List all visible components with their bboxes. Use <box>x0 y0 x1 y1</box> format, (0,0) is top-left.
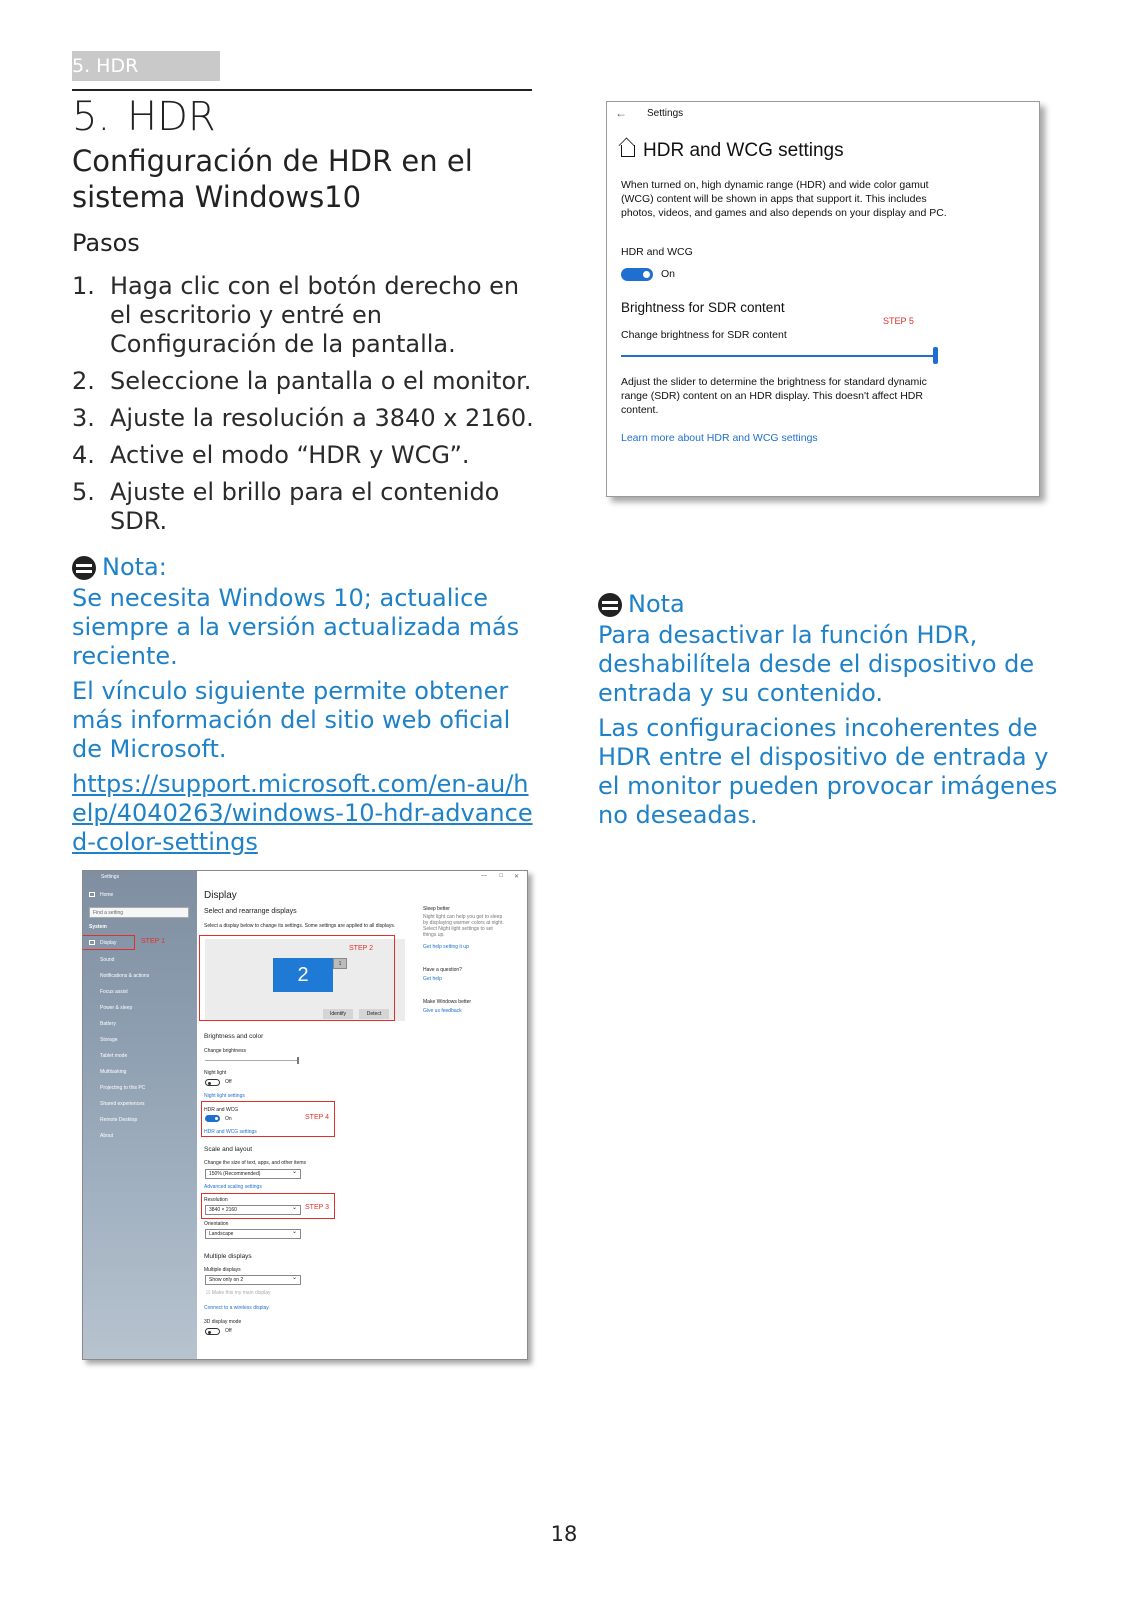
note-icon <box>72 556 96 580</box>
sidebar-item-about[interactable]: About <box>100 1133 114 1139</box>
select-displays-title: Select and rearrange displays <box>204 908 297 915</box>
resolution-label: Resolution <box>204 1197 228 1203</box>
night-light-state: Off <box>225 1079 232 1085</box>
note-paragraph: Las configuraciones incoherentes de HDR entre el dispositivo de entrada y el monitor pueden provocar imágenes no deseadas. <box>598 714 1058 829</box>
maximize-icon[interactable]: □ <box>499 873 503 879</box>
orientation-label: Orientation <box>204 1221 229 1227</box>
step5-label: STEP 5 <box>883 316 914 326</box>
home-icon <box>89 892 95 897</box>
home-icon <box>621 145 635 157</box>
select-displays-desc: Select a display below to change its settings. Some settings are applied to all displays. <box>204 923 396 929</box>
step-item <box>72 404 534 433</box>
step-item <box>72 272 534 359</box>
step1-label: STEP 1 <box>141 938 165 945</box>
multiple-displays-section-title: Multiple displays <box>204 1253 252 1260</box>
window-title: Settings <box>101 874 120 880</box>
sleep-better-desc: Night light can help you get to sleep by displaying warmer colors at night. Select Night light settings to set things up. <box>423 914 504 938</box>
scale-section-title: Scale and layout <box>204 1146 253 1153</box>
feedback-link[interactable]: Give us feedback <box>423 1008 462 1014</box>
night-light-settings-link[interactable]: Night light settings <box>204 1093 245 1099</box>
sidebar-item-battery[interactable]: Battery <box>100 1021 116 1027</box>
step-text: Ajuste la resolución a 3840 x 2160. <box>110 404 534 432</box>
note-title: Nota: <box>102 553 167 581</box>
sidebar-item-shared-experiences[interactable]: Shared experiences <box>100 1101 145 1107</box>
step-text: Ajuste el brillo para el contenido SDR. <box>110 478 500 535</box>
close-icon[interactable]: ✕ <box>513 874 519 880</box>
step-text: Active el modo “HDR y WCG”. <box>110 441 470 469</box>
sidebar-item-home[interactable]: Home <box>100 892 114 898</box>
settings-sidebar <box>83 871 197 1359</box>
step-number: 1. <box>72 272 95 300</box>
search-input[interactable] <box>89 907 189 918</box>
step2-label: STEP 2 <box>349 945 373 952</box>
advanced-scaling-link[interactable]: Advanced scaling settings <box>204 1184 262 1190</box>
subtitle: Configuración de HDR en el sistema Windows10 <box>72 144 473 214</box>
sidebar-item-focus-assist[interactable]: Focus assist <box>100 989 128 995</box>
note-right <box>598 590 1058 836</box>
3d-mode-toggle[interactable] <box>205 1328 220 1335</box>
step-number: 2. <box>72 367 95 395</box>
hdr-wcg-state: On <box>225 1116 232 1122</box>
main-display-label: Make this my main display <box>211 1290 271 1296</box>
step-item <box>72 478 534 536</box>
note-paragraph: El vínculo siguiente permite obtener más información del sitio web oficial de Microsoft. <box>72 677 511 763</box>
sidebar-item-multitasking[interactable]: Multitasking <box>100 1069 127 1075</box>
brightness-slider[interactable] <box>205 1060 299 1061</box>
night-light-label: Night light <box>204 1070 227 1076</box>
detect-button[interactable]: Detect <box>359 1009 389 1019</box>
hdr-wcg-label: HDR and WCG <box>204 1107 239 1113</box>
hdr-settings-screenshot <box>606 101 1040 497</box>
hdr-toggle[interactable] <box>621 268 653 281</box>
note-left <box>72 553 534 863</box>
monitor-1[interactable]: 1 <box>333 958 347 969</box>
steps-label: Pasos <box>72 229 140 257</box>
change-brightness-label: Change brightness <box>204 1048 246 1054</box>
step1-highlight <box>82 935 135 950</box>
step-text: Seleccione la pantalla o el monitor. <box>110 367 532 395</box>
step-item <box>72 441 534 470</box>
sdr-brightness-label: Change brightness for SDR content <box>621 329 787 341</box>
multiple-displays-label: Multiple displays <box>204 1267 241 1273</box>
wireless-display-link[interactable]: Connect to a wireless display <box>204 1305 269 1311</box>
main-display-checkbox[interactable]: ☑ Make this my main display <box>206 1290 271 1296</box>
note-heading <box>598 590 1058 619</box>
3d-mode-state: Off <box>225 1328 232 1334</box>
brightness-section-title: Brightness and color <box>204 1033 264 1040</box>
minimize-icon[interactable]: — <box>481 873 487 879</box>
scale-dropdown[interactable]: 150% (Recommended) ⌄ <box>205 1169 301 1179</box>
step-number: 4. <box>72 441 95 469</box>
identify-button[interactable]: Identify <box>323 1009 353 1019</box>
hdr-settings-title <box>621 140 844 162</box>
header-rule <box>72 89 532 91</box>
display-main <box>197 871 527 1359</box>
orientation-dropdown[interactable]: Landscape ⌄ <box>205 1229 301 1239</box>
sdr-adjust-description: Adjust the slider to determine the brightness for standard dynamic range (SDR) content on an HDR display. This doesn't affect HDR content. <box>621 376 927 416</box>
page-title <box>72 94 216 140</box>
scale-desc: Change the size of text, apps, and other items <box>204 1160 307 1166</box>
hdr-settings-title-text: HDR and WCG settings <box>643 140 844 161</box>
sidebar-item-storage[interactable]: Storage <box>100 1037 118 1043</box>
hdr-description: When turned on, high dynamic range (HDR) and wide color gamut (WCG) content will be shown in apps that support it. This includes photos, videos, and games and also depends on your display and PC. <box>621 179 947 219</box>
sidebar-item-notifications[interactable]: Notifications & actions <box>100 973 150 979</box>
3d-mode-label: 3D display mode <box>204 1319 242 1325</box>
steps-list <box>72 272 534 544</box>
hdr-wcg-settings-link[interactable]: HDR and WCG settings <box>204 1129 257 1135</box>
note-heading <box>72 553 534 582</box>
step-item <box>72 367 534 396</box>
step4-label: STEP 4 <box>305 1114 329 1121</box>
sdr-brightness-slider[interactable] <box>621 355 935 357</box>
get-help-link[interactable]: Get help <box>423 976 442 982</box>
note-paragraph: Se necesita Windows 10; actualice siempre a la versión actualizada más reciente. <box>72 584 520 670</box>
section-tag: 5. HDR <box>72 51 220 81</box>
sleep-better-title: Sleep better <box>423 906 450 912</box>
question-title: Have a question? <box>423 967 462 973</box>
title-number: 5. <box>72 94 111 140</box>
sidebar-item-projecting[interactable]: Projecting to this PC <box>100 1085 146 1091</box>
window-title: Settings <box>647 108 684 119</box>
note-paragraph: Para desactivar la función HDR, deshabilítela desde el dispositivo de entrada y su contenido. <box>598 621 1035 707</box>
hdr-label: HDR and WCG <box>621 246 693 258</box>
step-number: 3. <box>72 404 95 432</box>
make-windows-better-title: Make Windows better <box>423 999 472 1005</box>
night-light-toggle[interactable] <box>205 1079 220 1086</box>
sleep-help-link[interactable]: Get help setting it up <box>423 944 469 950</box>
step-number: 5. <box>72 478 95 506</box>
learn-more-link[interactable]: Learn more about HDR and WCG settings <box>621 432 818 444</box>
step-text: Haga clic con el botón derecho en el escritorio y entré en Configuración de la pantalla. <box>110 272 520 358</box>
brightness-slider-thumb[interactable] <box>297 1057 299 1064</box>
sidebar-section-system: System <box>89 924 107 930</box>
note-icon <box>598 593 622 617</box>
page-number: 18 <box>550 1522 578 1546</box>
search-placeholder: Find a setting <box>93 910 124 916</box>
display-title: Display <box>204 890 237 901</box>
note-title: Nota <box>628 590 685 618</box>
hdr-toggle-state: On <box>661 268 676 280</box>
sidebar-item-remote-desktop[interactable]: Remote Desktop <box>100 1117 138 1123</box>
display-settings-screenshot <box>82 870 528 1360</box>
sidebar-item-sound[interactable]: Sound <box>100 957 115 963</box>
step3-label: STEP 3 <box>305 1204 329 1211</box>
sdr-brightness-title: Brightness for SDR content <box>621 300 785 315</box>
microsoft-support-link[interactable]: https://support.microsoft.com/en-au/help/4040263/windows-10-hdr-advanced-color-settings <box>72 770 533 856</box>
title-text: HDR <box>127 94 216 140</box>
back-arrow-icon[interactable]: ← <box>615 106 627 120</box>
sidebar-item-display[interactable]: Display <box>100 940 117 946</box>
sidebar-item-power-sleep[interactable]: Power & sleep <box>100 1005 133 1011</box>
multiple-displays-dropdown[interactable]: Show only on 2 ⌄ <box>205 1275 301 1285</box>
sdr-brightness-slider-thumb[interactable] <box>933 347 938 364</box>
sidebar-item-tablet-mode[interactable]: Tablet mode <box>100 1053 128 1059</box>
resolution-dropdown[interactable]: 3840 × 2160 ⌄ <box>205 1205 301 1215</box>
monitor-2[interactable]: 2 <box>273 958 333 992</box>
